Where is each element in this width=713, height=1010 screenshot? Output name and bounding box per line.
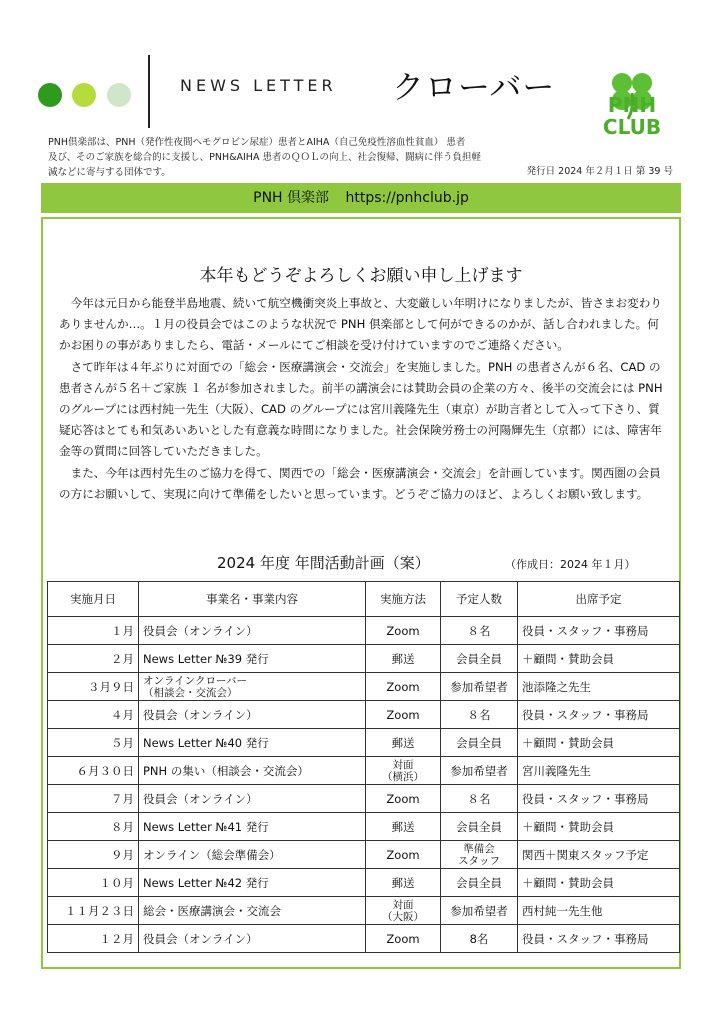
table-row: [48, 757, 680, 785]
column-header: 実施月日: [48, 582, 139, 617]
cell-name: 役員会（オンライン）: [139, 785, 366, 813]
decor-dot-light: [72, 83, 96, 107]
cell-attendees: 宮川義隆先生: [518, 757, 680, 785]
cell-method: Zoom: [366, 701, 441, 729]
cell-method: 対面 （横浜）: [366, 757, 441, 785]
cell-people: 8名: [441, 925, 518, 953]
description-line: 及び、そのご家族を総合的に支援し、PNH&AIHA 患者のＱＯＬの向上、社会復帰、闘病に伴う負担軽: [48, 152, 481, 163]
cell-date: ７月: [48, 785, 139, 813]
cell-people: ８名: [441, 701, 518, 729]
cell-date: ５月: [48, 729, 139, 757]
cell-name: 総会・医療講演会・交流会: [139, 897, 366, 925]
logo-line-2: CLUB: [602, 115, 662, 139]
cell-name: オンラインクローバー （相談会・交流会）: [139, 673, 366, 701]
cell-name: PNH の集い（相談会・交流会）: [139, 757, 366, 785]
cell-attendees: ＋顧問・賛助会員: [518, 645, 680, 673]
cell-method: 郵送: [366, 869, 441, 897]
article-paragraph: さて昨年は４年ぶりに対面での「総会・医療講演会・交流会」を実施しました。PNH の患者さんが６名、CAD の患者さんが５名＋ご家族 １ 名が参加されました。前半の講演会には賛助会員の企業の方々、後半の交流会には PNH のグループには西村純一先生（大阪）、CAD のグループには宮川義隆先生（東京）が助言者として入って下さり、質疑応答はとても和気あいあいとした有意義な時間になりました。社会保険労務士の河陽輝先生（京都）には、障害年金等の質問に回答していただきました。: [59, 359, 663, 459]
header-divider: [148, 55, 150, 128]
newsletter-label: NEWS LETTER: [180, 76, 337, 95]
cell-people: ８名: [441, 617, 518, 645]
description-line: 減などに寄与する団体です。: [48, 167, 171, 178]
cell-date: １１月２３日: [48, 897, 139, 925]
banner-org: PNH 倶楽部: [253, 190, 330, 206]
table-row: [48, 869, 680, 897]
table-row: [48, 701, 680, 729]
cell-method: Zoom: [366, 785, 441, 813]
cell-attendees: 役員・スタッフ・事務局: [518, 701, 680, 729]
cell-name: News Letter №39 発行: [139, 645, 366, 673]
cell-name: 役員会（オンライン）: [139, 925, 366, 953]
article-paragraph: 今年は元日から能登半島地震、続いて航空機衝突炎上事故と、大変厳しい年明けになりましたが、皆さまお変わりありませんか…。１月の役員会ではこのような状況で PNH 倶楽部として何ができるのかが、話し合われました。何かお困りの事がありましたら、電話・メールにてご相談を受け付けていますのでご連絡ください。: [59, 296, 662, 353]
table-body: [48, 617, 680, 953]
cell-people: 会員全員: [441, 645, 518, 673]
cell-attendees: ＋顧問・賛助会員: [518, 729, 680, 757]
column-header: 実施方法: [366, 582, 441, 617]
table-header-row: [48, 582, 680, 617]
cell-attendees: ＋顧問・賛助会員: [518, 869, 680, 897]
cell-attendees: 西村純一先生他: [518, 897, 680, 925]
table-row: [48, 617, 680, 645]
table-row: [48, 673, 680, 701]
cell-people: 準備会 スタッフ: [441, 841, 518, 869]
cell-date: ８月: [48, 813, 139, 841]
cell-attendees: 役員・スタッフ・事務局: [518, 785, 680, 813]
article-body: [59, 293, 669, 505]
cell-attendees: 役員・スタッフ・事務局: [518, 925, 680, 953]
table-row: [48, 925, 680, 953]
cell-method: 郵送: [366, 813, 441, 841]
cell-method: Zoom: [366, 925, 441, 953]
cell-method: Zoom: [366, 617, 441, 645]
cell-date: ３月９日: [48, 673, 139, 701]
cell-date: ９月: [48, 841, 139, 869]
cell-date: １月: [48, 617, 139, 645]
cell-method: Zoom: [366, 673, 441, 701]
banner-url[interactable]: https://pnhclub.jp: [345, 190, 469, 206]
column-header: 予定人数: [441, 582, 518, 617]
cell-people: 参加希望者: [441, 897, 518, 925]
org-banner: [41, 183, 681, 213]
table-row: [48, 729, 680, 757]
table-row: [48, 785, 680, 813]
cell-method: Zoom: [366, 841, 441, 869]
cell-date: ６月３０日: [48, 757, 139, 785]
article-heading: 本年もどうぞよろしくお願い申し上げます: [199, 266, 523, 286]
cell-people: 会員全員: [441, 813, 518, 841]
cell-attendees: 池添隆之先生: [518, 673, 680, 701]
plan-note: （作成日：2024 年１月）: [505, 558, 636, 571]
table-row: [48, 841, 680, 869]
newsletter-name: クローバー: [392, 68, 556, 106]
cell-name: News Letter №41 発行: [139, 813, 366, 841]
column-header: 出席予定: [518, 582, 680, 617]
cell-date: １０月: [48, 869, 139, 897]
cell-date: １２月: [48, 925, 139, 953]
cell-name: News Letter №42 発行: [139, 869, 366, 897]
cell-date: ４月: [48, 701, 139, 729]
cell-attendees: ＋顧問・賛助会員: [518, 813, 680, 841]
cell-method: 郵送: [366, 729, 441, 757]
cell-date: ２月: [48, 645, 139, 673]
column-header: 事業名・事業内容: [139, 582, 366, 617]
description-line: PNH倶楽部は、PNH（発作性夜間ヘモグロビン尿症）患者とAIHA（自己免疫性溶血性貧血） 患者: [48, 137, 466, 148]
cell-people: 参加希望者: [441, 673, 518, 701]
content-frame: [41, 217, 681, 969]
cell-method: 対面 （大阪）: [366, 897, 441, 925]
org-description: [48, 135, 498, 180]
table-row: [48, 813, 680, 841]
cell-people: 会員全員: [441, 729, 518, 757]
table-row: [48, 897, 680, 925]
table-row: [48, 645, 680, 673]
cell-name: News Letter №40 発行: [139, 729, 366, 757]
plan-title: 2024 年度 年間活動計画（案）: [217, 554, 430, 572]
cell-name: 役員会（オンライン）: [139, 617, 366, 645]
logo-line-1: PNH: [607, 93, 657, 117]
cell-attendees: 役員・スタッフ・事務局: [518, 617, 680, 645]
cell-name: 役員会（オンライン）: [139, 701, 366, 729]
cell-people: 会員全員: [441, 869, 518, 897]
cell-name: オンライン（総会準備会）: [139, 841, 366, 869]
cell-people: 参加希望者: [441, 757, 518, 785]
article-paragraph: また、今年は西村先生のご協力を得て、関西での「総会・医療講演会・交流会」を計画しています。関西圏の会員の方にお願いして、実現に向けて準備をしたいと思っています。どうぞご協力のほど、よろしくお願い致します。: [59, 465, 661, 501]
cell-people: ８名: [441, 785, 518, 813]
cell-attendees: 関西＋関東スタッフ予定: [518, 841, 680, 869]
issue-info: 発行日 2024 年２月１日 第 39 号: [526, 166, 673, 177]
cell-method: 郵送: [366, 645, 441, 673]
decor-dot-dark: [38, 83, 62, 107]
decor-dot-pale: [107, 83, 131, 107]
activity-plan-table: [47, 581, 680, 953]
club-logo-text: [592, 94, 672, 138]
